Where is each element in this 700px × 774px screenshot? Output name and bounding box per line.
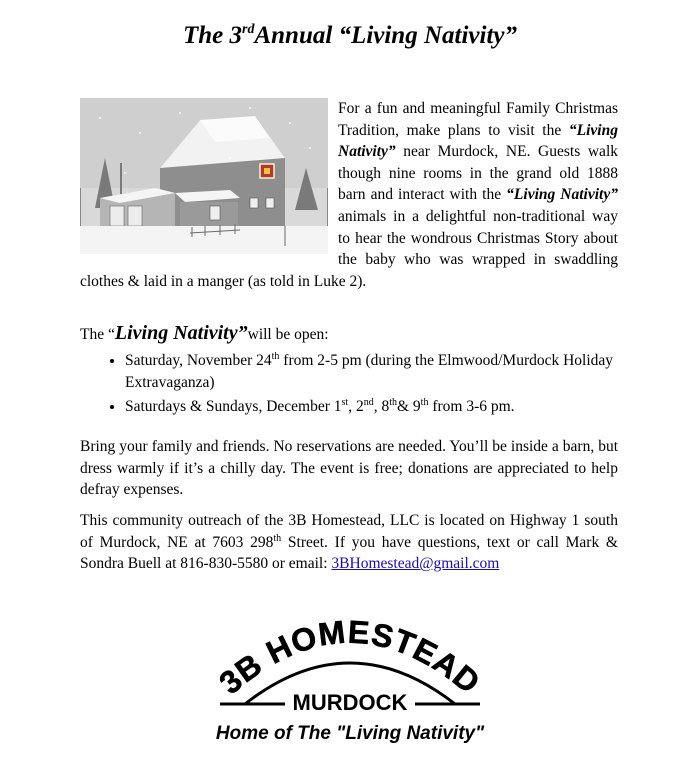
svg-text:3B HOMESTEAD <box>212 614 487 701</box>
logo-tagline: Home of The "Living Nativity" <box>215 723 485 744</box>
homestead-logo <box>200 612 500 752</box>
list-item: • Saturdays & Sundays, December 1st, 2nd, 8th& 9th from 3-6 pm. <box>125 396 620 418</box>
logo-town: MURDOCK <box>292 690 408 715</box>
contact-paragraph: This community outreach of the 3B Homestead, LLC is located on Highway 1 south of Murdock, NE at 7603 298th Street. If you have questions, text or call Mark & Sondra Buell at 816-830-5580 or email: 3BHomestead@gmail.com <box>80 512 618 573</box>
intro-paragraph: For a fun and meaningful Family Christmas Tradition, make plans to visit the “Living Nativity” near Murdock, NE. Guests walk though nine rooms in the grand old 1888 barn and interact with the “Living Nativity” animals in a delightful non-traditional way to hear the wondrous Christmas Story about the baby who was wrapped in swaddling clothes & laid in a manger (as told in Luke 2). <box>80 100 618 290</box>
page-title: The 3rdAnnual “Living Nativity” <box>182 21 517 49</box>
email-link[interactable]: 3BHomestead@gmail.com <box>331 555 500 573</box>
bring-paragraph: Bring your family and friends. No reservations are needed. You’ll be inside a barn, but dress warmly if it’s a chilly day. The event is free; donations are appreciated to help defray expenses. <box>80 438 618 499</box>
logo-arc-text: 3B HOMESTEAD <box>212 613 488 702</box>
dates-list <box>80 350 620 421</box>
list-item: • Saturday, November 24th from 2-5 pm (during the Elmwood/Murdock Holiday Extravaganza) <box>125 350 620 393</box>
open-heading: The “Living Nativity”will be open: <box>80 322 329 344</box>
